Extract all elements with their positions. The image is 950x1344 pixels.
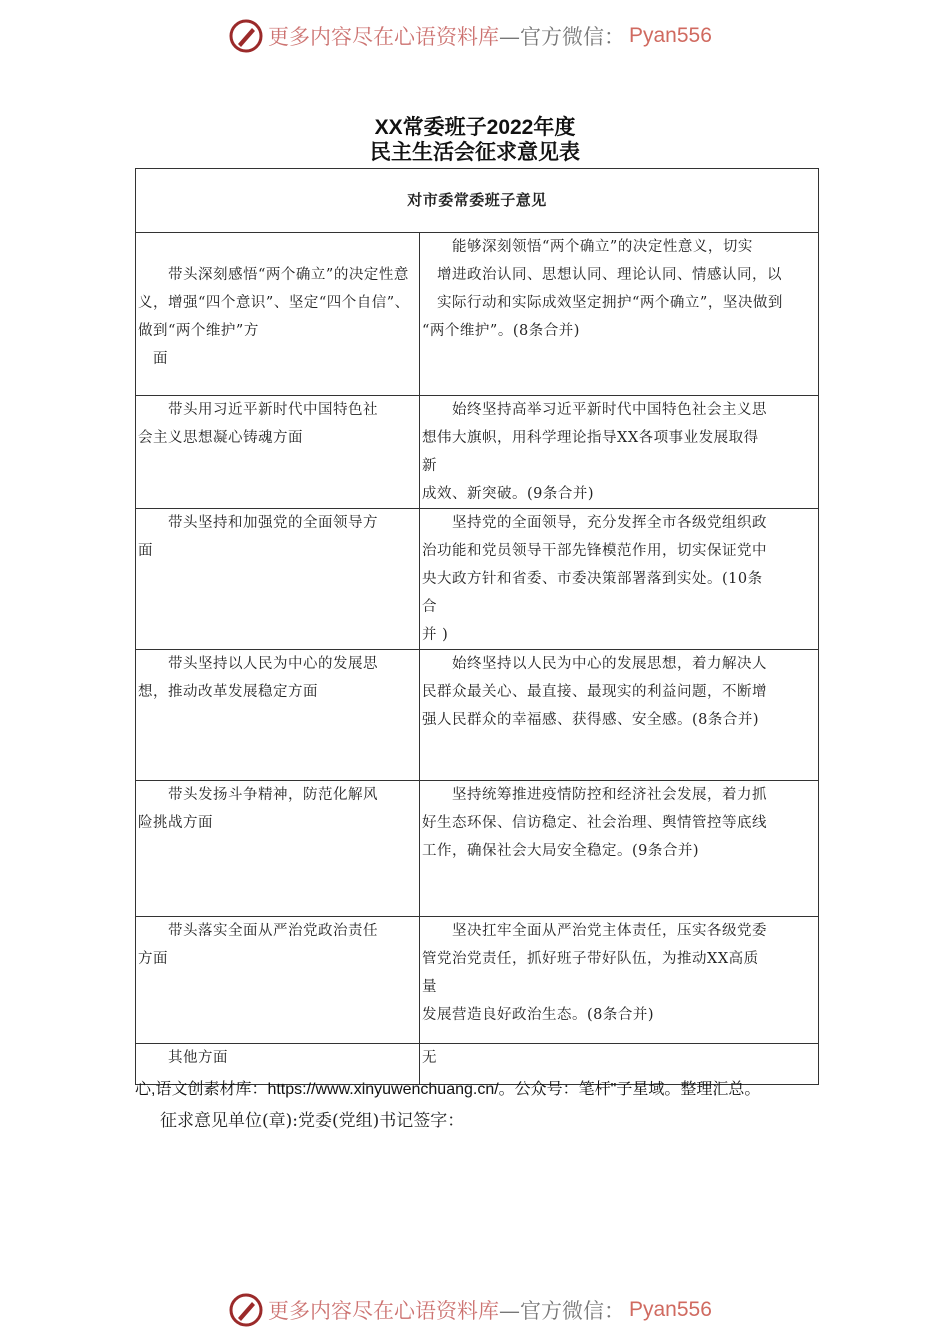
source-note: 心,语文创素材库：https://www.xinyuwenchuang.cn/。公众号：笔杆"子星域。整理汇总。 [135, 1081, 761, 1098]
table-header: 对市委常委班子意见 [136, 169, 819, 233]
table-row [136, 233, 819, 396]
opinion-cell: 坚持党的全面领导，充分发挥全市各级党组织政 治功能和党员领导干部先锋模范作用，切实保证党中 央大政方针和省委、市委决策部署落到实处。(10条 合 并 ) [420, 509, 819, 650]
banner-wechat-label: —官方微信： [499, 1299, 625, 1323]
signature-line: 征求意见单位(章):党委(党组)书记签字： [160, 1111, 465, 1131]
banner-text: 更多内容尽在心语资料库 [268, 25, 499, 49]
table-row [136, 917, 819, 1044]
opinion-cell: 坚持统筹推进疫情防控和经济社会发展，着力抓 好生态环保、信访稳定、社会治理、舆情管控等底线 工作，确保社会大局安全稳定。(9条合并) [420, 781, 819, 917]
aspect-cell: 带头坚持和加强党的全面领导方 面 [136, 509, 420, 650]
pen-logo-icon [228, 1292, 264, 1328]
doc-title: XX常委班子2022年度 [374, 116, 576, 139]
aspect-cell: 其他方面 [136, 1044, 420, 1085]
banner-wechat-label: —官方微信： [499, 25, 625, 49]
opinion-cell: 始终坚持以人民为中心的发展思想，着力解决人 民群众最关心、最直接、最现实的利益问题，不断增 强人民群众的幸福感、获得感、安全感。(8条合并) [420, 650, 819, 781]
opinion-table [135, 168, 819, 1085]
opinion-cell: 始终坚持高举习近平新时代中国特色社会主义思 想伟大旗帜，用科学理论指导XX各项事业发展取得 新 成效、新突破。(9条合并) [420, 396, 819, 509]
aspect-cell: 带头坚持以人民为中心的发展思 想，推动改革发展稳定方面 [136, 650, 420, 781]
table-header-row [136, 169, 819, 233]
aspect-cell: 带头落实全面从严治党政治责任 方面 [136, 917, 420, 1044]
table-row [136, 509, 819, 650]
opinion-cell: 坚决扛牢全面从严治党主体责任，压实各级党委 管党治党责任，抓好班子带好队伍，为推动XX高质 量 发展营造良好政治生态。(8条合并) [420, 917, 819, 1044]
aspect-cell: 带头发扬斗争精神，防范化解风 险挑战方面 [136, 781, 420, 917]
banner-wechat-id: Pyan556 [629, 24, 712, 47]
banner-text: 更多内容尽在心语资料库 [268, 1299, 499, 1323]
top-banner [228, 16, 712, 56]
pen-logo-icon [228, 18, 264, 54]
aspect-cell: 带头用习近平新时代中国特色社 会主义思想凝心铸魂方面 [136, 396, 420, 509]
table-row [136, 781, 819, 917]
table-row [136, 396, 819, 509]
aspect-cell: 带头深刻感悟“两个确立”的决定性意义，增强“四个意识”、坚定“四个自信”、做到“两个维护”方 面 [136, 233, 420, 396]
doc-subtitle: 民主生活会征求意见表 [370, 141, 580, 164]
opinion-cell: 无 [420, 1044, 819, 1085]
table-row [136, 650, 819, 781]
banner-wechat-id: Pyan556 [629, 1298, 712, 1321]
opinion-cell: 能够深刻领悟“两个确立”的决定性意义，切实 增进政治认同、思想认同、理论认同、情感认同，以 实际行动和实际成效坚定拥护“两个确立”，坚决做到 “两个维护”。(8条合并) [420, 233, 819, 396]
bottom-banner [228, 1290, 712, 1330]
